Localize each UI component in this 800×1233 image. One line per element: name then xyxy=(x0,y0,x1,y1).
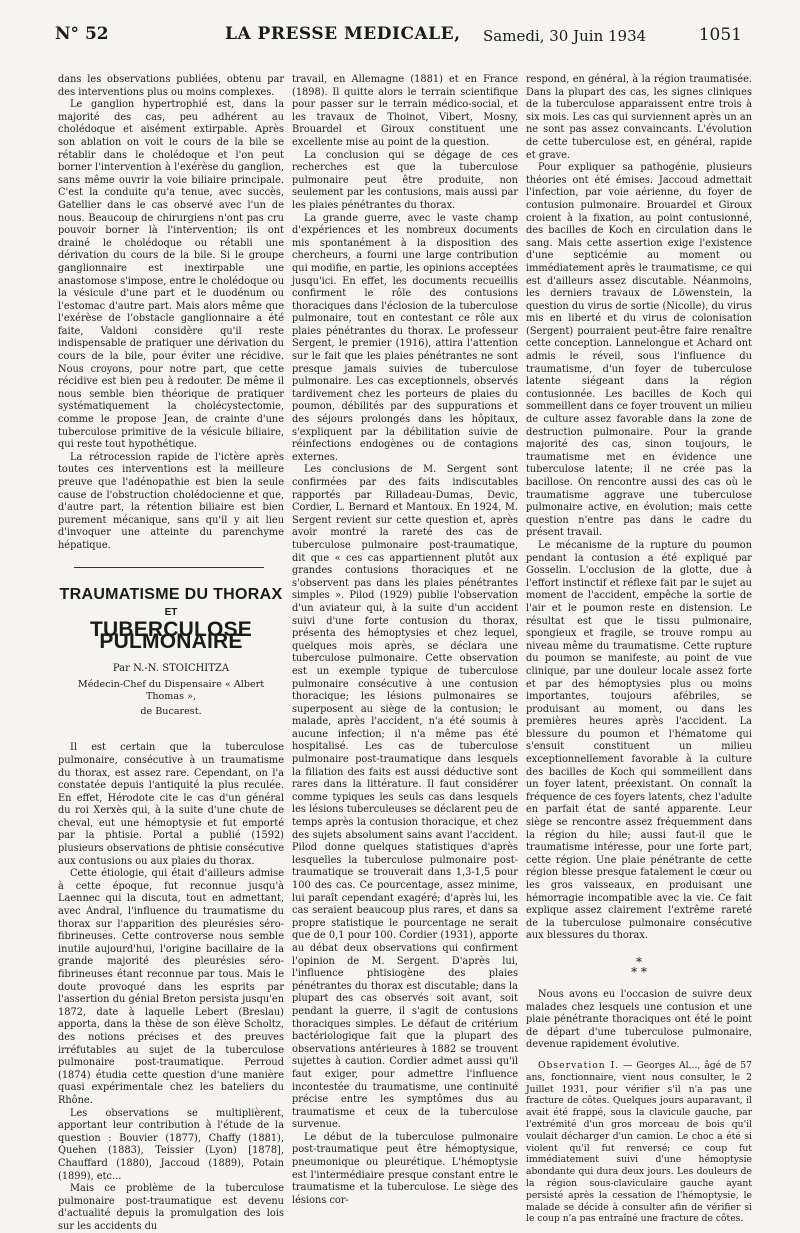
author-affiliation-line2: de Bucarest. xyxy=(140,705,202,717)
section-separator xyxy=(526,954,752,979)
paragraph: La conclusion qui se dégage de ces recherches est que la tuberculose pulmonaire peut être produite, non seulement par les contusions, mais aussi par les plaies pénétrantes du thorax. xyxy=(292,149,518,211)
paragraph: Cette étiologie, qui était d'ailleurs admise à cette époque, fut reconnue jusqu'à Laennec qui la discuta, tout en admettant, avec Andral, l'influence du traumatisme du thorax sur l'apparition des pleurésies séro-fibrineuses. Cette controverse nous semble inutile aujourd'hui, l'origine bacillaire de la grande majorité des pleurésies séro-fibrineuses étant reconnue par tous. Mais le doute provoqué dans les esprits par l'assertion du génial Breton persista jusqu'en 1872, date à laquelle Lebert (Breslau) apporta, dans la thèse de son élève Scholtz, des notions précises et des preuves irréfutables au sujet de la tuberculose pulmonaire post-traumatique. Perroud (1874) étudia cette question d'une manière quasi expérimentale chez les bateliers du Rhône. xyxy=(58,868,284,1106)
article-title-line3: TUBERCULOSE PULMONAIRE xyxy=(89,617,253,654)
article-title-line1: TRAUMATISME DU THORAX xyxy=(59,585,283,603)
page-header xyxy=(55,24,742,64)
separator-star: * xyxy=(636,954,642,969)
separator-stars: * * xyxy=(631,964,647,979)
column-1 xyxy=(58,74,284,1233)
paragraph: La rétrocession rapide de l'ictère après toutes ces interventions est la meilleure preuve que l'adénopathie est bien la seule cause de l'obstruction cholédocienne et que, d'autre part, la rétention biliaire est bien purement mécanique, sans qu'il y ait lieu d'invoquer une atteinte du parenchyme hépatique. xyxy=(58,451,284,551)
paragraph: Le mécanisme de la rupture du poumon pendant la contusion a été expliqué par Gosselin. L'occlusion de la glotte, due à l'effort instinctif et réflexe fait par le sujet au moment de l'accident, empêche la sortie de l'air et le poumon reste en distension. Le résultat est que le tissu pulmonaire, spongieux et fragile, se trouve rompu au niveau même du traumatisme. Cette rupture du poumon se manifeste, au point de vue clinique, par une douleur locale assez forte et par des hémoptysies plus ou moins importantes, toujours afébriles, se produisant au moment, ou dans les premières heures après l'accident. La blessure du poumon et l'hématome qui s'ensuit constituent un milieu exceptionnellement favorable à la culture des bacilles de Koch qui sommeillent dans un foyer latent, préexistant. On connaît la fréquence de ces foyers latents, chez l'adulte en parfait état de santé apparente. Leur siège se rencontre assez fréquemment dans la région du hile; aussi faut-il que le traumatisme intéresse, pour une forte part, cette région. Une plaie pénétrante de cette région blesse presque fatalement le cœur ou les gros vaisseaux, en produisant une hémorragie incompatible avec la vie. Ce fait explique assez clairement l'extrême rareté de la tuberculose pulmonaire consécutive aux blessures du thorax. xyxy=(526,539,752,942)
observation-label: Observation I. xyxy=(538,1059,620,1071)
paragraph: Les conclusions de M. Sergent sont confirmées par des faits indiscutables rapportés par Rilladeau-Dumas, Devic, Cordier, L. Bernard et Mantoux. En 1924, M. Sergent revient sur cette question et, après avoir montré la rareté des cas de tuberculose pulmonaire post-traumatique, dit que « ces cas appartiennent plutôt aux grandes contusions thoraciques et ne s'observent pas dans les plaies pénétrantes simples ». Pilod (1929) publie l'observation d'un aviateur qui, à la suite d'un accident suivi d'une forte contusion du thorax, présenta des hémoptysies et chez lequel, quelques mois après, se déclara une tuberculose pulmonaire. Cette observation est un exemple typique de tuberculose pulmonaire consécutive à une contusion thoracique; les lésions pulmonaires se superposent au siège de la contusion; le malade, après l'accident, n'a été soumis à aucune infection; il n'a même pas été hospitalisé. Les cas de tuberculose pulmonaire post-traumatique dans lesquels la filiation des faits est aussi déductive sont rares dans la littérature. Il faut considérer comme typiques les seuls cas dans lesquels les lésions tuberculeuses se déclarent peu de temps après la contusion thoracique, et chez des sujets absolument sains avant l'accident. Pilod donne quelques statistiques d'après lesquelles la tuberculose pulmonaire post-traumatique se trouverait dans 1,3-1,5 pour 100 des cas. Ce pourcentage, assez minime, lui paraît cependant exagéré; d'après lui, les cas seraient beaucoup plus rares, et dans sa propre statistique le pourcentage ne serait que de 0,1 pour 100. Cordier (1931), apporte au débat deux observations qui confirment l'opinion de M. Sergent. D'après lui, l'influence phtisiogène des plaies pénétrantes du thorax est discutable; dans la plupart des cas observés soit avant, soit pendant la guerre, il s'agit de contusions thoraciques simples. Le défaut de critérium bactériologique fait que la plupart des observations antérieures à 1882 se trouvent sujettes à caution. Cordier admet aussi qu'il faut exiger, pour admettre l'influence incontestée du traumatisme, une continuité précise entre les symptômes dus au traumatisme et ceux de la tuberculose survenue. xyxy=(292,464,518,1131)
paragraph: Mais ce problème de la tuberculose pulmonaire post-traumatique est devenu d'actualité depuis la promulgation des lois sur les accidents du xyxy=(58,1183,284,1232)
observation-paragraph xyxy=(526,1060,752,1225)
article-byline: Par N.-N. STOICHITZA xyxy=(112,662,230,674)
column-3 xyxy=(526,74,752,1225)
issue-date: Samedi, 30 Juin 1934 xyxy=(483,27,647,45)
paragraph: dans les observations publiées, obtenu par des interventions plus ou moins complexes. xyxy=(58,74,284,98)
paragraph: La grande guerre, avec le vaste champ d'expériences et les nombreux documents mis spontanément à la disposition des chercheurs, a fourni une large contribution qui modifie, en partie, les opinions acceptées jusqu'ici. En effet, les documents recueillis confirment le rôle des contusions thoraciques dans l'éclosion de la tuberculose pulmonaire, tout en contestant ce rôle aux plaies pénétrantes du thorax. Le professeur Sergent, le premier (1916), attira l'attention sur le fait que les plaies pénétrantes ne sont presque jamais suivies de tuberculose pulmonaire. Les cas exceptionnels, observés tardivement chez les porteurs de plaies du poumon, débilités par des suppurations et des séjours prolongés dans les hôpitaux, s'expliquent par la débilitation suivie de réinfections endogènes ou de contagions externes. xyxy=(292,212,518,463)
column-2 xyxy=(292,74,518,1207)
section-divider xyxy=(58,553,284,575)
paragraph: Nous avons eu l'occasion de suivre deux malades chez lesquels une contusion et une plaie pénétrante thoraciques ont été le point de départ d'une tuberculose pulmonaire, devenue rapidement évolutive. xyxy=(526,988,752,1051)
journal-title: LA PRESSE MEDICALE, xyxy=(225,24,461,44)
paragraph: Le début de la tuberculose pulmonaire post-traumatique peut être hémoptysique, pneumonique ou pleurétique. L'hémoptysie est l'intermédiaire presque constant entre le traumatisme et la tuberculose. Le siège des lésions cor- xyxy=(292,1131,518,1206)
page-number: 1051 xyxy=(698,25,742,45)
issue-number: N° 52 xyxy=(55,24,109,44)
paragraph: Il est certain que la tuberculose pulmonaire, consécutive à un traumatisme du thorax, est assez rare. Cependant, on l'a constatée depuis l'antiquité la plus reculée. En effet, Hérodote cite le cas d'un général du roi Xerxès qui, à la suite d'une chute de cheval, eut une hémoptysie et fut emporté par la phtisie. Portal a publié (1592) plusieurs observations de phtisie consécutive aux contusions ou aux plaies du thorax. xyxy=(58,742,284,867)
observation-text: — Georges Al..., âgé de 57 ans, fonctionnaire, vient nous consulter, le 2 Juillet 1931, pour vérifier s'il n'a pas une fracture de côtes. Quelques jours auparavant, il avait été frappé, sous la clavicule gauche, par l'extrémité d'un gros morceau de bois qu'il voulait décharger d'un camion. Le choc a été si violent qu'il fut renversé; ce coup fut immédiatement suivi d'une hémoptysie abondante qui dura deux jours. Les douleurs de la région sous-claviculaire gauche ayant persisté après la cessation de l'hémoptysie, le malade se décide à consulter afin de vérifier si le coup n'a pas entraîné une fracture de côtes. xyxy=(526,1059,752,1225)
paragraph: Pour expliquer sa pathogénie, plusieurs théories ont été émises. Jaccoud admettait l'infection, par voie aérienne, du foyer de contusion pulmonaire. Brouardel et Giroux croient à la fixation, au point contusionné, des bacilles de Koch en circulation dans le sang. Mais cette assertion exige l'existence d'une septicémie au moment ou immédiatement après le traumatisme, ce qui est d'ailleurs assez discutable. Néanmoins, les derniers travaux de Löwenstein, la question du virus de sortie (Nicolle), du virus mis en liberté et du virus de colonisation (Sergent) pourraient peut-être faire renaître cette conception. Lannelongue et Achard ont admis le réveil, sous l'influence du traumatisme, d'un foyer de tuberculose latente siégeant dans la région contusionnée. Les bacilles de Koch qui sommeillent dans ce foyer trouvent un milieu de culture assez favorable dans la zone de destruction pulmonaire. Pour la grande majorité des cas, sinon toujours, le traumatisme met en évidence une tuberculose latente; il ne crée pas la bacillose. On rencontre aussi des cas où le traumatisme aggrave une tuberculose pulmonaire active, en évolution; mais cette question n'entre pas dans le cadre du présent travail. xyxy=(526,162,752,539)
paragraph: Le ganglion hypertrophié est, dans la majorité des cas, peu adhérent au cholédoque et aisément extirpable. Après son ablation on voit le cours de la bile se rétablir dans le cholédoque et l'on peut borner l'intervention à l'exérèse du ganglion, sans même ouvrir la voie biliaire principale. C'est la conduite qu'a tenue, avec succès, Gatellier dans le cas observé avec l'un de nous. Beaucoup de chirurgiens n'ont pas cru pouvoir borner là l'intervention; ils ont drainé le cholédoque ou rétabli une dérivation du cours de la bile. Si le groupe ganglionnaire est inextirpable une anastomose s'impose, entre le cholédoque ou la vésicule d'une part et le duodénum ou l'estomac d'autre part. Mais alors même que l'exérèse de l'obstacle ganglionnaire a été faite, Valdoni considère qu'il reste indispensable de pratiquer une dérivation du cours de la bile, pour éviter une récidive. Nous croyons, pour notre part, que cette récidive est bien peu à redouter. De même il nous semble bien théorique de pratiquer systématiquement la cholécystectomie, comme le propose Jean, de crainte d'une tuberculose primitive de la vésicule biliaire, qui reste tout hypothétique. xyxy=(58,99,284,451)
paragraph: travail, en Allemagne (1881) et en France (1898). Il quitte alors le terrain scientifique pour passer sur le terrain médico-social, et les travaux de Thoinot, Vibert, Mosny, Brouardel et Giroux constituent une excellente mise au point de la question. xyxy=(292,74,518,148)
article-title-line2: ET xyxy=(164,607,178,619)
paragraph: Les observations se multiplièrent, apportant leur contribution à l'étude de la question : Bouvier (1877), Chaffy (1881), Quehen (1883), Teissier (Lyon) [1878], Chauffard (1880), Jaccoud (1889), Potain (1899), etc... xyxy=(58,1107,284,1182)
paragraph: respond, en général, à la région traumatisée. Dans la plupart des cas, les signes cliniques de la tuberculose apparaissent entre trois à six mois. Les cas qui surviennent après un an ne sont pas assez convaincants. L'évolution de cette tuberculose est, en général, rapide et grave. xyxy=(526,74,753,161)
author-affiliation-line1: Médecin-Chef du Dispensaire « Albert Thomas », xyxy=(77,678,265,703)
